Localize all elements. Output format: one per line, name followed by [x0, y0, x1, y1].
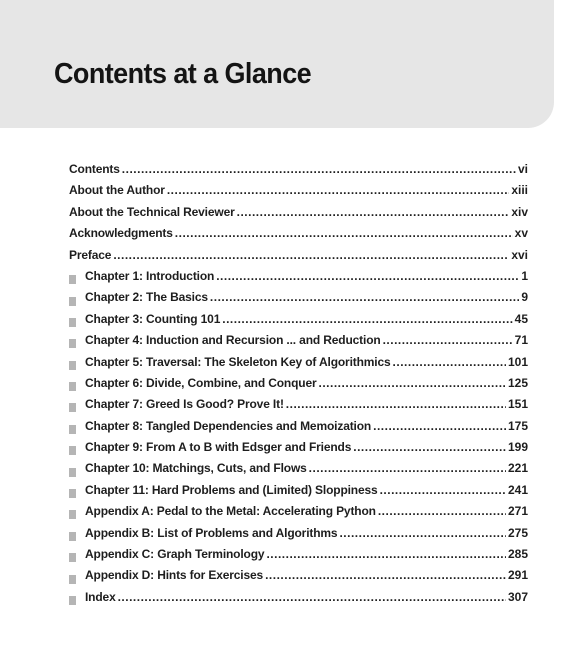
toc-entry[interactable] [69, 290, 528, 311]
toc-entry[interactable] [69, 590, 528, 611]
toc-entry-page-number: 241 [507, 482, 528, 497]
toc-entry-page-number: vi [517, 162, 528, 176]
toc-entry-page-number: 175 [507, 418, 528, 433]
dot-leader [339, 526, 506, 540]
bullet-square-icon [69, 553, 76, 562]
bullet-square-icon [69, 532, 76, 541]
toc-entry-label: Chapter 4: Induction and Recursion ... and Reduction [85, 333, 381, 348]
bullet-square-icon [69, 575, 76, 584]
dot-leader [380, 483, 506, 497]
dot-leader [353, 440, 506, 454]
dot-leader [319, 376, 506, 390]
toc-entry[interactable] [69, 162, 528, 183]
bullet-square-icon [69, 297, 76, 306]
dot-leader [286, 397, 506, 411]
bullet-square-icon [69, 403, 76, 412]
toc-entry-page-number: 307 [507, 589, 528, 604]
dot-leader [122, 162, 516, 176]
toc-entry-page-number: xv [514, 226, 528, 241]
toc-entry-label: Preface [69, 247, 112, 262]
dot-leader [266, 547, 506, 561]
bullet-square-icon [69, 596, 76, 605]
toc-entry[interactable] [69, 333, 528, 354]
toc-entry-page-number: 9 [521, 290, 528, 305]
bullet-square-icon [69, 382, 76, 391]
toc-entry[interactable] [69, 312, 528, 333]
toc-entry-label: Chapter 3: Counting 101 [85, 311, 221, 326]
toc-entry-page-number: 275 [507, 525, 528, 540]
bullet-square-icon [69, 275, 76, 284]
toc-entry-label: Chapter 5: Traversal: The Skeleton Key of Algorithmics [85, 354, 391, 369]
dot-leader [118, 590, 506, 604]
toc-entry-label: Chapter 6: Divide, Combine, and Conquer [85, 375, 317, 390]
dot-leader [216, 269, 519, 283]
toc-entry-label: Chapter 1: Introduction [85, 268, 215, 283]
dot-leader [237, 205, 510, 219]
toc-entry[interactable] [69, 461, 528, 482]
toc-entry-page-number: xiii [511, 183, 528, 198]
toc-entry[interactable] [69, 205, 528, 226]
toc-entry[interactable] [69, 526, 528, 547]
bullet-square-icon [69, 318, 76, 327]
toc-entry-page-number: 151 [507, 397, 528, 412]
toc-entry-label: Index [85, 589, 116, 604]
toc-entry[interactable] [69, 504, 528, 525]
toc-entry-label: Chapter 2: The Basics [85, 290, 208, 305]
bullet-square-icon [69, 339, 76, 348]
toc-entry-label: Chapter 9: From A to B with Edsger and Friends [85, 440, 352, 455]
dot-leader [378, 504, 506, 518]
dot-leader [265, 568, 506, 582]
dot-leader [210, 290, 519, 304]
dot-leader [309, 461, 506, 475]
toc-entry-page-number: xiv [511, 204, 528, 219]
toc-entry-page-number: xvi [511, 247, 528, 262]
toc-entry-page-number: 271 [507, 504, 528, 519]
bullet-square-icon [69, 446, 76, 455]
toc-entry[interactable] [69, 440, 528, 461]
toc-entry-label: Appendix C: Graph Terminology [85, 547, 265, 562]
toc-entry-page-number: 285 [507, 547, 528, 562]
toc-entry-label: Appendix D: Hints for Exercises [85, 568, 264, 583]
toc-entry-label: Chapter 10: Matchings, Cuts, and Flows [85, 461, 307, 476]
toc-entry-page-number: 199 [507, 440, 528, 455]
dot-leader [175, 226, 513, 240]
toc-entry-label: Appendix A: Pedal to the Metal: Accelerating Python [85, 504, 376, 519]
toc-entry-page-number: 291 [507, 568, 528, 583]
toc-entry-label: Chapter 8: Tangled Dependencies and Memoization [85, 418, 372, 433]
toc-entry-page-number: 71 [514, 333, 528, 348]
toc-entry[interactable] [69, 226, 528, 247]
bullet-square-icon [69, 468, 76, 477]
bullet-square-icon [69, 425, 76, 434]
toc-entry-page-number: 101 [507, 354, 528, 369]
toc-entry[interactable] [69, 248, 528, 269]
toc-entry[interactable] [69, 397, 528, 418]
toc-entry-label: Acknowledgments [69, 226, 173, 241]
dot-leader [373, 419, 506, 433]
bullet-square-icon [69, 510, 76, 519]
toc-entry-page-number: 45 [514, 311, 528, 326]
toc-entry[interactable] [69, 355, 528, 376]
toc-entry-page-number: 221 [507, 461, 528, 476]
toc-entry[interactable] [69, 269, 528, 290]
toc-entry-page-number: 1 [521, 268, 528, 283]
toc-entry-label: About the Technical Reviewer [69, 204, 235, 219]
dot-leader [393, 355, 506, 369]
page-title: Contents at a Glance [54, 58, 312, 90]
dot-leader [222, 312, 512, 326]
toc-entry-label: About the Author [69, 183, 165, 198]
toc-entry-label: Contents [69, 162, 120, 176]
dot-leader [113, 248, 509, 262]
table-of-contents [69, 162, 528, 611]
dot-leader [383, 333, 513, 347]
toc-entry[interactable] [69, 568, 528, 589]
bullet-square-icon [69, 361, 76, 370]
toc-entry[interactable] [69, 547, 528, 568]
dot-leader [167, 183, 510, 197]
bullet-square-icon [69, 489, 76, 498]
toc-entry-label: Appendix B: List of Problems and Algorithms [85, 525, 338, 540]
toc-entry-label: Chapter 7: Greed Is Good? Prove It! [85, 397, 284, 412]
toc-entry[interactable] [69, 483, 528, 504]
toc-entry-label: Chapter 11: Hard Problems and (Limited) Sloppiness [85, 482, 378, 497]
toc-entry[interactable] [69, 183, 528, 204]
toc-entry-page-number: 125 [507, 375, 528, 390]
toc-entry[interactable] [69, 376, 528, 397]
toc-entry[interactable] [69, 419, 528, 440]
